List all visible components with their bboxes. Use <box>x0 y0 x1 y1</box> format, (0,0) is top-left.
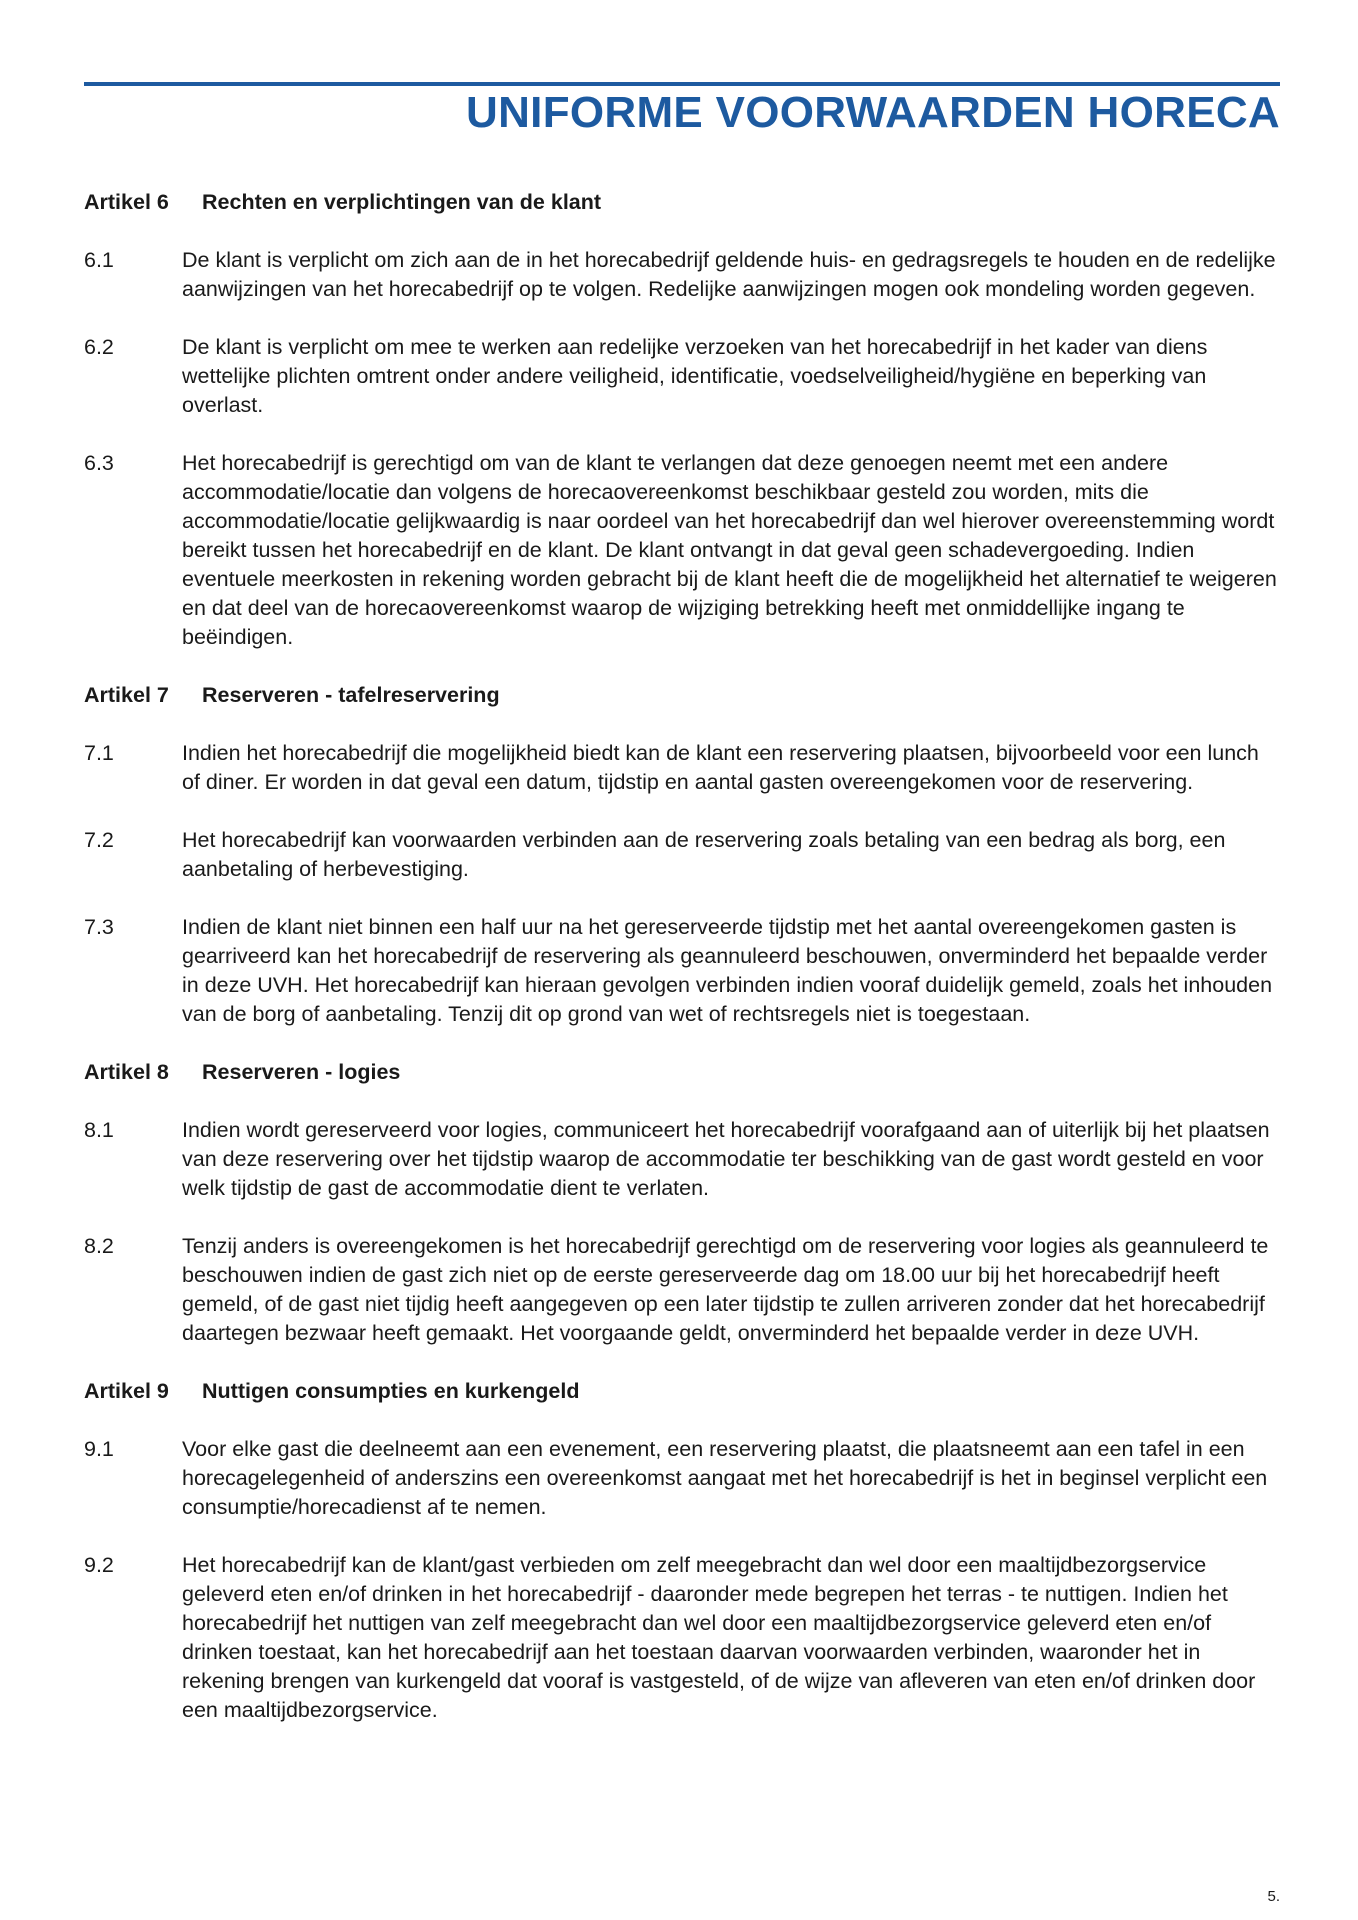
clause-text: Indien het horecabedrijf die mogelijkheid biedt kan de klant een reservering plaatsen, bijvoorbeeld voor een lunch of diner. Er worden in dat geval een datum, tijdstip en aantal gasten overeengekomen voor de reservering. <box>182 741 1259 794</box>
article-title: Rechten en verplichtingen van de klant <box>202 190 602 214</box>
clause-text: Het horecabedrijf kan voorwaarden verbinden aan de reservering zoals betaling van een bedrag als borg, een aanbetaling of herbevestiging. <box>182 828 1226 881</box>
article-title: Reserveren - logies <box>202 1060 401 1084</box>
clause-number: 9.2 <box>84 1553 114 1577</box>
header-rule <box>84 82 1280 86</box>
page-number: 5. <box>1267 1888 1280 1905</box>
clause-number: 8.2 <box>84 1234 114 1258</box>
document-title: UNIFORME VOORWAARDEN HORECA <box>466 88 1280 137</box>
clause <box>84 1435 1280 1522</box>
clause-number: 6.1 <box>84 248 114 272</box>
clause <box>84 333 1280 420</box>
clause-number: 6.2 <box>84 335 114 359</box>
clause <box>84 739 1280 797</box>
document-body <box>84 188 1280 1754</box>
article-number: Artikel 8 <box>84 1060 169 1084</box>
clause <box>84 246 1280 304</box>
clause-number: 7.2 <box>84 828 114 852</box>
clause <box>84 449 1280 652</box>
clause-text: De klant is verplicht om mee te werken aan redelijke verzoeken van het horecabedrijf in het kader van diens wettelijke plichten omtrent onder andere veiligheid, identificatie, voedselveiligheid/hygiëne en beperking van overlast. <box>182 335 1208 417</box>
clause-text: Voor elke gast die deelneemt aan een evenement, een reservering plaatst, die plaatsneemt aan een tafel in een horecagelegenheid of anderszins een overeenkomst aangaat met het horecabedrijf is het in beginsel verplicht een consumptie/horecadienst af te nemen. <box>182 1437 1268 1519</box>
article-heading <box>84 1377 1280 1406</box>
article-heading <box>84 1058 1280 1087</box>
clause-text: Het horecabedrijf is gerechtigd om van de klant te verlangen dat deze genoegen neemt met een andere accommodatie/locatie dan volgens de horecaovereenkomst beschikbaar gesteld zou worden, mits die accommodatie/locatie gelijkwaardig is naar oordeel van het horecabedrijf dan wel hierover overeenstemming wordt bereikt tussen het horecabedrijf en de klant. De klant ontvangt in dat geval geen schadevergoeding. Indien eventuele meerkosten in rekening worden gebracht bij de klant heeft die de mogelijkheid het alternatief te weigeren en dat deel van de horecaovereenkomst waarop de wijziging betrekking heeft met onmiddellijke ingang te beëindigen. <box>182 451 1277 649</box>
article-heading <box>84 681 1280 710</box>
clause <box>84 1551 1280 1725</box>
clause-text: De klant is verplicht om zich aan de in het horecabedrijf geldende huis- en gedragsregels te houden en de redelijke aanwijzingen van het horecabedrijf op te volgen. Redelijke aanwijzingen mogen ook mondeling worden gegeven. <box>182 248 1276 301</box>
article-number: Artikel 7 <box>84 683 169 707</box>
clause <box>84 826 1280 884</box>
clause-number: 9.1 <box>84 1437 114 1461</box>
clause-text: Het horecabedrijf kan de klant/gast verbieden om zelf meegebracht dan wel door een maaltijdbezorgservice geleverd eten en/of drinken in het horecabedrijf - daaronder mede begrepen het terras - te nuttigen. Indien het horecabedrijf het nuttigen van zelf meegebracht dan wel door een maaltijdbezorgservice geleverd eten en/of drinken toestaat, kan het horecabedrijf aan het toestaan daarvan voorwaarden verbinden, waaronder het in rekening brengen van kurkengeld dat vooraf is vastgesteld, of de wijze van afleveren van eten en/of drinken door een maaltijdbezorgservice. <box>182 1553 1256 1722</box>
clause-text: Indien de klant niet binnen een half uur na het gereserveerde tijdstip met het aantal overeengekomen gasten is gearriveerd kan het horecabedrijf de reservering als geannuleerd beschouwen, onverminderd het bepaalde verder in deze UVH. Het horecabedrijf kan hieraan gevolgen verbinden indien vooraf duidelijk gemeld, zoals het inhouden van de borg of aanbetaling. Tenzij dit op grond van wet of rechtsregels niet is toegestaan. <box>182 915 1273 1026</box>
clause-number: 8.1 <box>84 1118 114 1142</box>
clause <box>84 913 1280 1029</box>
article-number: Artikel 6 <box>84 190 169 214</box>
clause-text: Tenzij anders is overeengekomen is het horecabedrijf gerechtigd om de reservering voor logies als geannuleerd te beschouwen indien de gast zich niet op de eerste gereserveerde dag om 18.00 uur bij het horecabedrijf heeft gemeld, of de gast niet tijdig heeft aangegeven op een later tijdstip te zullen arriveren zonder dat het horecabedrijf daartegen bezwaar heeft gemaakt. Het voorgaande geldt, onverminderd het bepaalde verder in deze UVH. <box>182 1234 1269 1345</box>
clause <box>84 1116 1280 1203</box>
clause-number: 7.1 <box>84 741 114 765</box>
article-number: Artikel 9 <box>84 1379 169 1403</box>
clause <box>84 1232 1280 1348</box>
article-heading <box>84 188 1280 217</box>
clause-text: Indien wordt gereserveerd voor logies, communiceert het horecabedrijf voorafgaand aan of uiterlijk bij het plaatsen van deze reservering over het tijdstip waarop de accommodatie ter beschikking van de gast wordt gesteld en voor welk tijdstip de gast de accommodatie dient te verlaten. <box>182 1118 1270 1200</box>
clause-number: 7.3 <box>84 915 114 939</box>
clause-number: 6.3 <box>84 451 114 475</box>
article-title: Nuttigen consumpties en kurkengeld <box>202 1379 580 1403</box>
article-title: Reserveren - tafelreservering <box>202 683 500 707</box>
